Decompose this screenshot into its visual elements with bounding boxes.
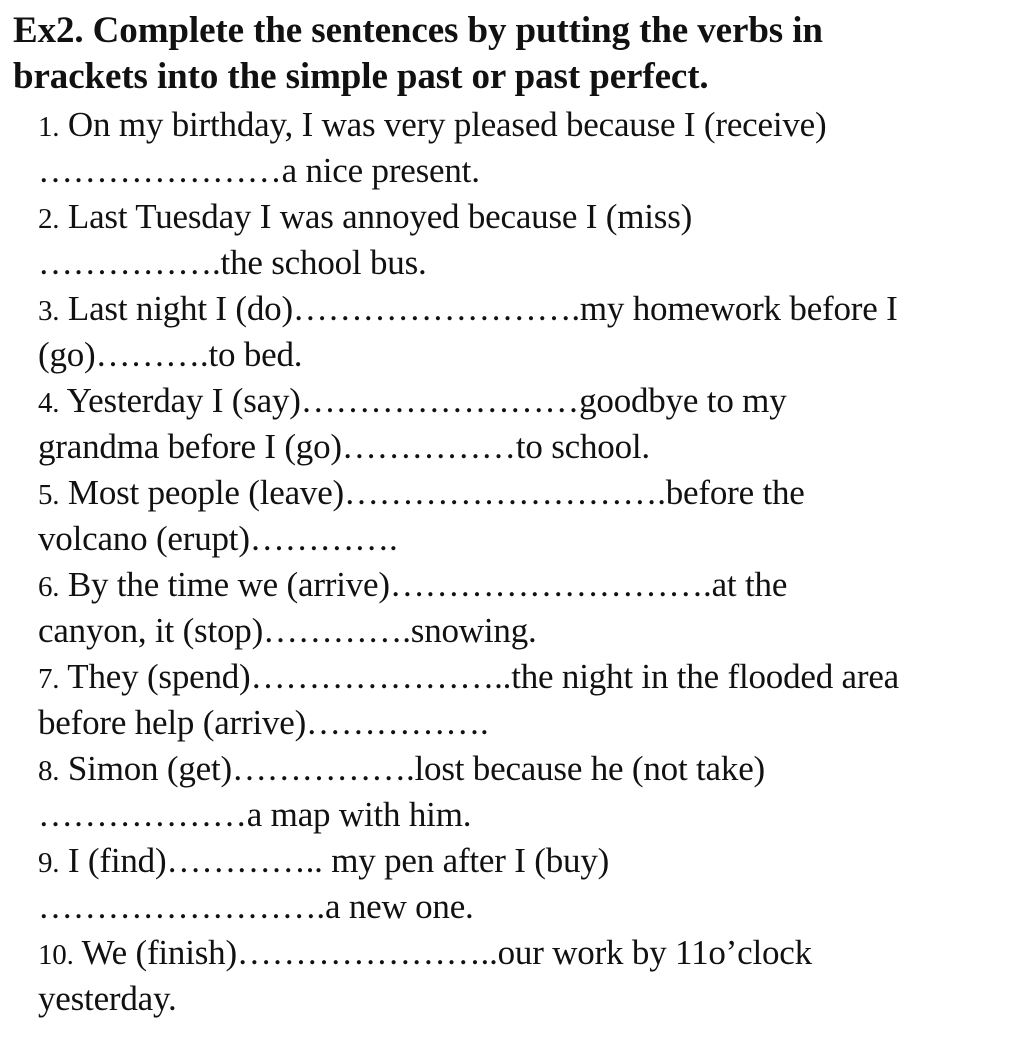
item-number: 7. [38, 663, 60, 695]
exercise-heading [13, 8, 1003, 100]
item-line-1: We (finish)…………………..our work by 11o’clock [73, 933, 812, 972]
item-line-2: …………….the school bus. [38, 243, 427, 282]
item-line-1: Yesterday I (say)……………………goodbye to my [59, 381, 787, 420]
item-number: 4. [38, 387, 60, 419]
item-number: 2. [38, 203, 60, 235]
item-line-1: I (find)………….. my pen after I (buy) [59, 841, 610, 880]
item-line-2: grandma before I (go)……………to school. [38, 427, 650, 466]
item-line-2: …………………….a new one. [38, 887, 474, 926]
item-line-2: ………………a map with him. [38, 795, 472, 834]
item-line-1: Last night I (do)…………………….my homework before I [59, 289, 898, 328]
item-line-1: Most people (leave)……………………….before the [59, 473, 805, 512]
item-number: 10. [38, 939, 74, 971]
item-number: 3. [38, 295, 60, 327]
item-line-2: canyon, it (stop)………….snowing. [38, 611, 537, 650]
item-number: 8. [38, 755, 60, 787]
item-line-2: …………………a nice present. [38, 151, 480, 190]
exercise-item [38, 838, 1013, 930]
exercise-list [38, 102, 1013, 1022]
top-crop-artifact [92, 0, 242, 4]
exercise-item [38, 654, 1013, 746]
item-line-1: Last Tuesday I was annoyed because I (miss) [59, 197, 693, 236]
item-line-2: before help (arrive)……………. [38, 703, 489, 742]
item-line-1: They (spend)…………………..the night in the flooded area [59, 657, 900, 696]
exercise-item [38, 746, 1013, 838]
item-number: 6. [38, 571, 60, 603]
item-line-2: volcano (erupt)…………. [38, 519, 398, 558]
item-number: 1. [38, 111, 60, 143]
exercise-item [38, 930, 1013, 1022]
heading-line-1: Ex2. Complete the sentences by putting the verbs in [13, 10, 823, 51]
exercise-item [38, 286, 1013, 378]
exercise-item [38, 194, 1013, 286]
item-line-1: Simon (get)…………….lost because he (not take) [59, 749, 765, 788]
item-line-1: On my birthday, I was very pleased because I (receive) [59, 105, 827, 144]
item-number: 9. [38, 847, 60, 879]
exercise-item [38, 562, 1013, 654]
item-line-2: yesterday. [38, 979, 177, 1018]
item-line-2: (go)……….to bed. [38, 335, 303, 374]
exercise-item [38, 102, 1013, 194]
item-number: 5. [38, 479, 60, 511]
exercise-item [38, 378, 1013, 470]
item-line-1: By the time we (arrive)……………………….at the [59, 565, 788, 604]
exercise-item [38, 470, 1013, 562]
heading-line-2: brackets into the simple past or past perfect. [13, 56, 709, 97]
